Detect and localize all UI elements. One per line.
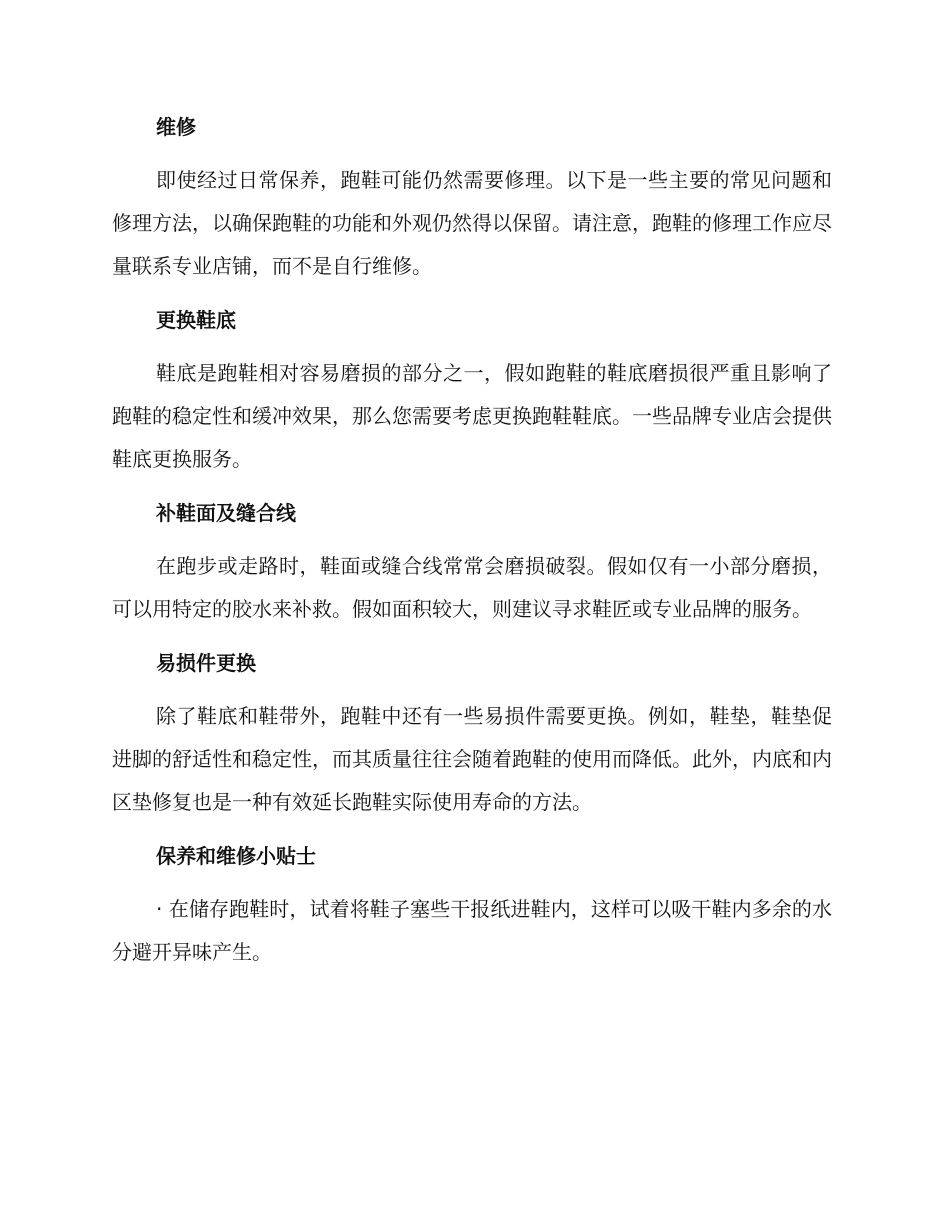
section-paragraph: 在跑步或走路时，鞋面或缝合线常常会磨损破裂。假如仅有一小部分磨损，可以用特定的胶水来补救。假如面积较大，则建议寻求鞋匠或专业品牌的服务。 [112, 554, 832, 621]
section-heading: 保养和维修小贴士 [156, 844, 316, 868]
section-repair [112, 106, 832, 288]
document-page [112, 106, 832, 985]
section-heading: 补鞋面及缝合线 [156, 501, 296, 525]
section-heading: 更换鞋底 [156, 308, 236, 332]
tip-bullet-item: · 在储存跑鞋时，试着将鞋子塞些干报纸进鞋内，这样可以吸干鞋内多余的水分避开异味产生。 [112, 897, 832, 964]
section-paragraph: 即使经过日常保养，跑鞋可能仍然需要修理。以下是一些主要的常见问题和修理方法，以确保跑鞋的功能和外观仍然得以保留。请注意，跑鞋的修理工作应尽量联系专业店铺，而不是自行维修。 [112, 168, 832, 278]
section-replace-sole [112, 299, 832, 481]
section-heading: 易损件更换 [156, 651, 256, 675]
section-upper-seam-repair [112, 492, 832, 631]
section-paragraph: 除了鞋底和鞋带外，跑鞋中还有一些易损件需要更换。例如，鞋垫，鞋垫促进脚的舒适性和稳定性，而其质量往往会随着跑鞋的使用而降低。此外，内底和内区垫修复也是一种有效延长跑鞋实际使用寿命的方法。 [112, 704, 832, 814]
section-paragraph: 鞋底是跑鞋相对容易磨损的部分之一，假如跑鞋的鞋底磨损很严重且影响了跑鞋的稳定性和缓冲效果，那么您需要考虑更换跑鞋鞋底。一些品牌专业店会提供鞋底更换服务。 [112, 361, 832, 471]
section-tips [112, 835, 832, 974]
section-heading: 维修 [156, 115, 196, 139]
section-wear-parts [112, 642, 832, 824]
